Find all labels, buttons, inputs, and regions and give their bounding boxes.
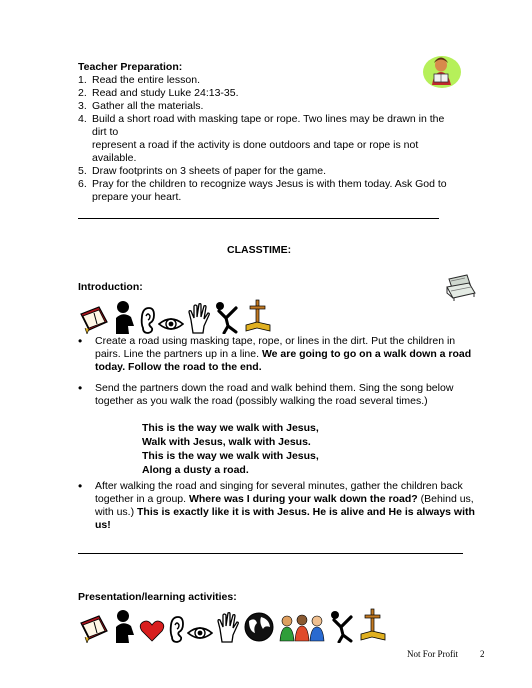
page-number: 2 [480, 649, 485, 659]
list-item: 1. Read the entire lesson. [78, 74, 200, 86]
ear-icon [168, 615, 184, 643]
introduction-bullets [78, 382, 478, 408]
introduction-heading: Introduction: [78, 281, 143, 293]
globe-icon [243, 611, 275, 643]
praying-child-icon [112, 300, 136, 334]
eye-icon [187, 623, 213, 643]
bible-icon [79, 302, 109, 334]
cross-book-icon [245, 298, 271, 334]
ear-icon [139, 306, 155, 334]
armchair-icon [445, 273, 477, 305]
classtime-heading: CLASSTIME: [227, 244, 292, 256]
introduction-bullets [78, 335, 478, 374]
list-item: • Create a road using masking tape, rope, or lines in the dirt. Put the children in pairs. Line the partners up in a line. We are going to go on a walk down a road today. Follow the road to the end. [78, 334, 472, 373]
list-item: 2. Read and study Luke 24:13-35. [78, 87, 239, 99]
section-divider [78, 553, 463, 554]
list-item: • After walking the road and singing for several minutes, gather the children back together in a group. Where was I during your walk down the road? (Behind us, with us.) This is exactly like it is with Jesus. He is alive and He is always with us! [78, 479, 475, 531]
list-item: 3. Gather all the materials. [78, 100, 204, 112]
praying-child-icon [112, 609, 136, 643]
introduction-bullets [78, 480, 478, 532]
cross-book-icon [360, 607, 386, 643]
footer-text: Not For Profit [407, 649, 459, 659]
list-item: 4. Build a short road with masking tape or rope. Two lines may be drawn in the dirt to represent a road if the activity is done outdoors and tape or rope is not available. [78, 113, 445, 164]
presentation-icon-row [79, 607, 386, 643]
section-divider [78, 218, 439, 219]
presentation-heading: Presentation/learning activities: [78, 591, 237, 603]
stretching-figure-icon [214, 300, 242, 334]
eye-icon [158, 314, 184, 334]
hand-icon [187, 302, 211, 334]
hand-icon [216, 611, 240, 643]
teacher-prep-heading: Teacher Preparation: [78, 61, 183, 73]
introduction-icon-row [79, 298, 271, 334]
song-lyrics: This is the way we walk with Jesus, Walk with Jesus, walk with Jesus. This is the way we walk with Jesus, Along a dusty a road. [142, 422, 319, 476]
heart-icon [139, 619, 165, 643]
bible-icon [79, 611, 109, 643]
list-item: • Send the partners down the road and walk behind them. Sing the song below together as you walk the road (possibly walking the road several times.) [78, 381, 454, 407]
list-item: 6. Pray for the children to recognize ways Jesus is with them today. Ask God to prepare your heart. [78, 178, 447, 203]
teacher-reading-icon [420, 54, 462, 94]
children-group-icon [278, 613, 326, 643]
teacher-prep-list [78, 74, 458, 204]
stretching-figure-icon [329, 609, 357, 643]
list-item: 5. Draw footprints on 3 sheets of paper for the game. [78, 165, 327, 177]
